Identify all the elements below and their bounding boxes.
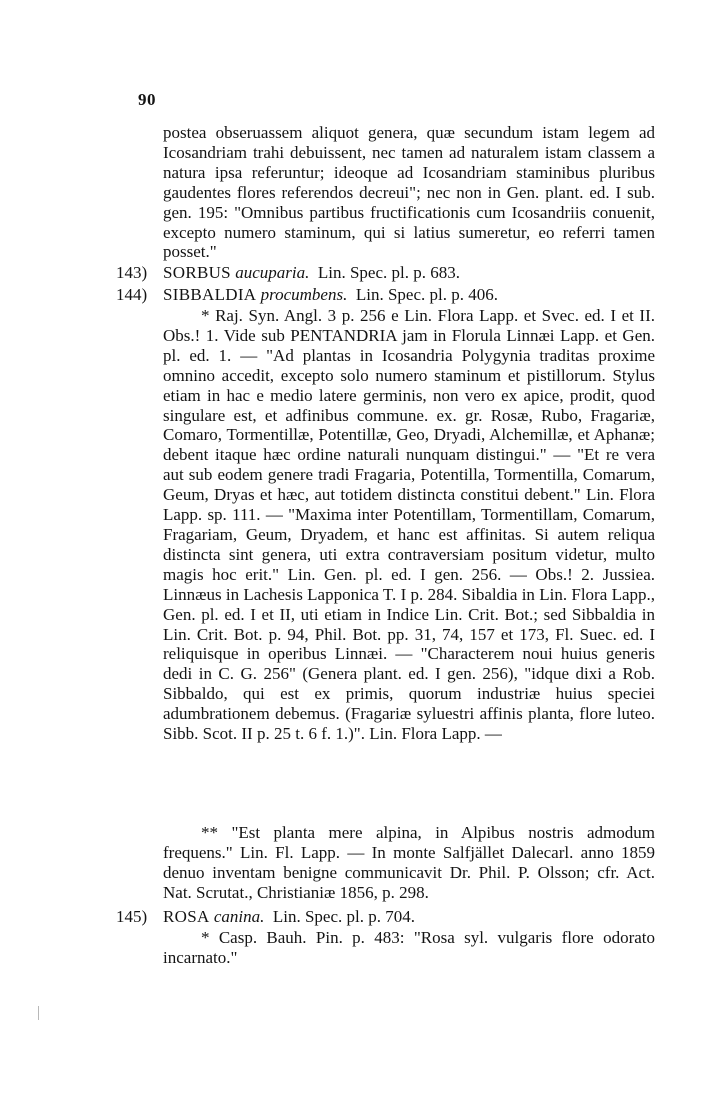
- genus-name: ROSA: [163, 907, 210, 926]
- rosa-note: [163, 928, 655, 968]
- species-name: aucuparia.: [235, 263, 310, 282]
- genus-name: SIBBALDIA: [163, 285, 257, 304]
- reference: Lin. Spec. pl. p. 406.: [355, 285, 498, 304]
- entry-number-145: 145): [116, 907, 148, 926]
- entry-heading-143: [163, 263, 655, 283]
- reference: Lin. Spec. pl. p. 683.: [317, 263, 460, 282]
- species-name: procumbens.: [260, 285, 348, 304]
- reference: Lin. Spec. pl. p. 704.: [272, 907, 415, 926]
- sibbaldia-note-2: [163, 823, 655, 903]
- footnote-text: * Casp. Bauh. Pin. p. 483: "Rosa syl. vulgaris flore odorato incarnato.": [163, 928, 655, 967]
- entry-heading-145: [163, 907, 655, 927]
- scan-mark: [38, 1006, 39, 1020]
- continuation-paragraph: [163, 123, 655, 262]
- sibbaldia-note-1: [163, 306, 655, 744]
- entry-number-143: 143): [116, 263, 148, 282]
- entry-heading-144: [163, 285, 655, 305]
- page-number: 90: [138, 90, 156, 109]
- genus-name: SORBUS: [163, 263, 231, 282]
- footnote-text: ** "Est planta mere alpina, in Alpibus nostris admodum frequens." Lin. Fl. Lapp. — In monte Salfjället Dalecarl. anno 1859 denuo inventam benigne communicavit Dr. Phil. P. Olsson; cfr. Act. Nat. Scrutat., Christianiæ 1856, p. 298.: [163, 823, 655, 902]
- footnote-text: * Raj. Syn. Angl. 3 p. 256 e Lin. Flora Lapp. et Svec. ed. I et II. Obs.! 1. Vide sub PENTANDRIA jam in Florula Linnæi Lapp. et Gen. pl. ed. 1. — "Ad plantas in Icosandria Polygynia traditas proxime omnino accedit, excepto solo numero staminum et pistillorum. Stylus etiam in hac e medio latere germinis, non vero ex apice, prodit, quod singulare est, et adfinibus commune. ex. gr. Rosæ, Rubo, Fragariæ, Comaro, Tormentillæ, Potentillæ, Geo, Dryadi, Alchemillæ, et Aphanæ; debent itaque hæc ordine naturali nunquam distingui." — "Et re vera aut sub eodem genere tradi Fragaria, Potentilla, Tormentilla, Comarum, Geum, Dryas et hæc, aut totidem distincta constitui debent." Lin. Flora Lapp. sp. 111. — "Maxima inter Potentillam, Tormentillam, Comarum, Fragariam, Geum, Dryadem, et hanc est affinitas. Si autem reliqua distincta sint genera, uti extra contraversiam positum videtur, multo magis hoc erit." Lin. Gen. pl. ed. I gen. 256. — Obs.! 2. Jussiea. Linnæus in Lachesis Lapponica T. I p. 284. Sibaldia in Lin. Flora Lapp., Gen. pl. ed. I et II, uti etiam in Indice Lin. Crit. Bot.; sed Sibbaldia in Lin. Crit. Bot. p. 94, Phil. Bot. pp. 31, 74, 157 et 173, Fl. Suec. ed. I reliquisque in operibus Linnæi. — "Characterem noui huius generis dedi in C. G. 256" (Genera plant. ed. I gen. 256), "idque dixi a Rob. Sibbaldo, qui est ex primis, quorum industriæ huius speciei adumbrationem debemus. (Fragariæ syluestri affinis planta, flore luteo. Sibb. Scot. II p. 25 t. 6 f. 1.)". Lin. Flora Lapp. —: [163, 306, 655, 744]
- continuation-text: postea obseruassem aliquot genera, quæ secundum istam legem ad Icosandriam trahi debuissent, nec tamen ad naturalem istam classem a natura ipsa referuntur; ideoque ad Icosandriam staminibus pluribus gaudentes flores referendos decreui"; nec non in Gen. plant. ed. I sub. gen. 195: "Omnibus partibus fructificationis cum Icosandriis conuenit, excepto numero staminum, qui si latius sumeretur, eo referri tamen posset.": [163, 123, 655, 262]
- entry-number-144: 144): [116, 285, 148, 304]
- species-name: canina.: [213, 907, 265, 926]
